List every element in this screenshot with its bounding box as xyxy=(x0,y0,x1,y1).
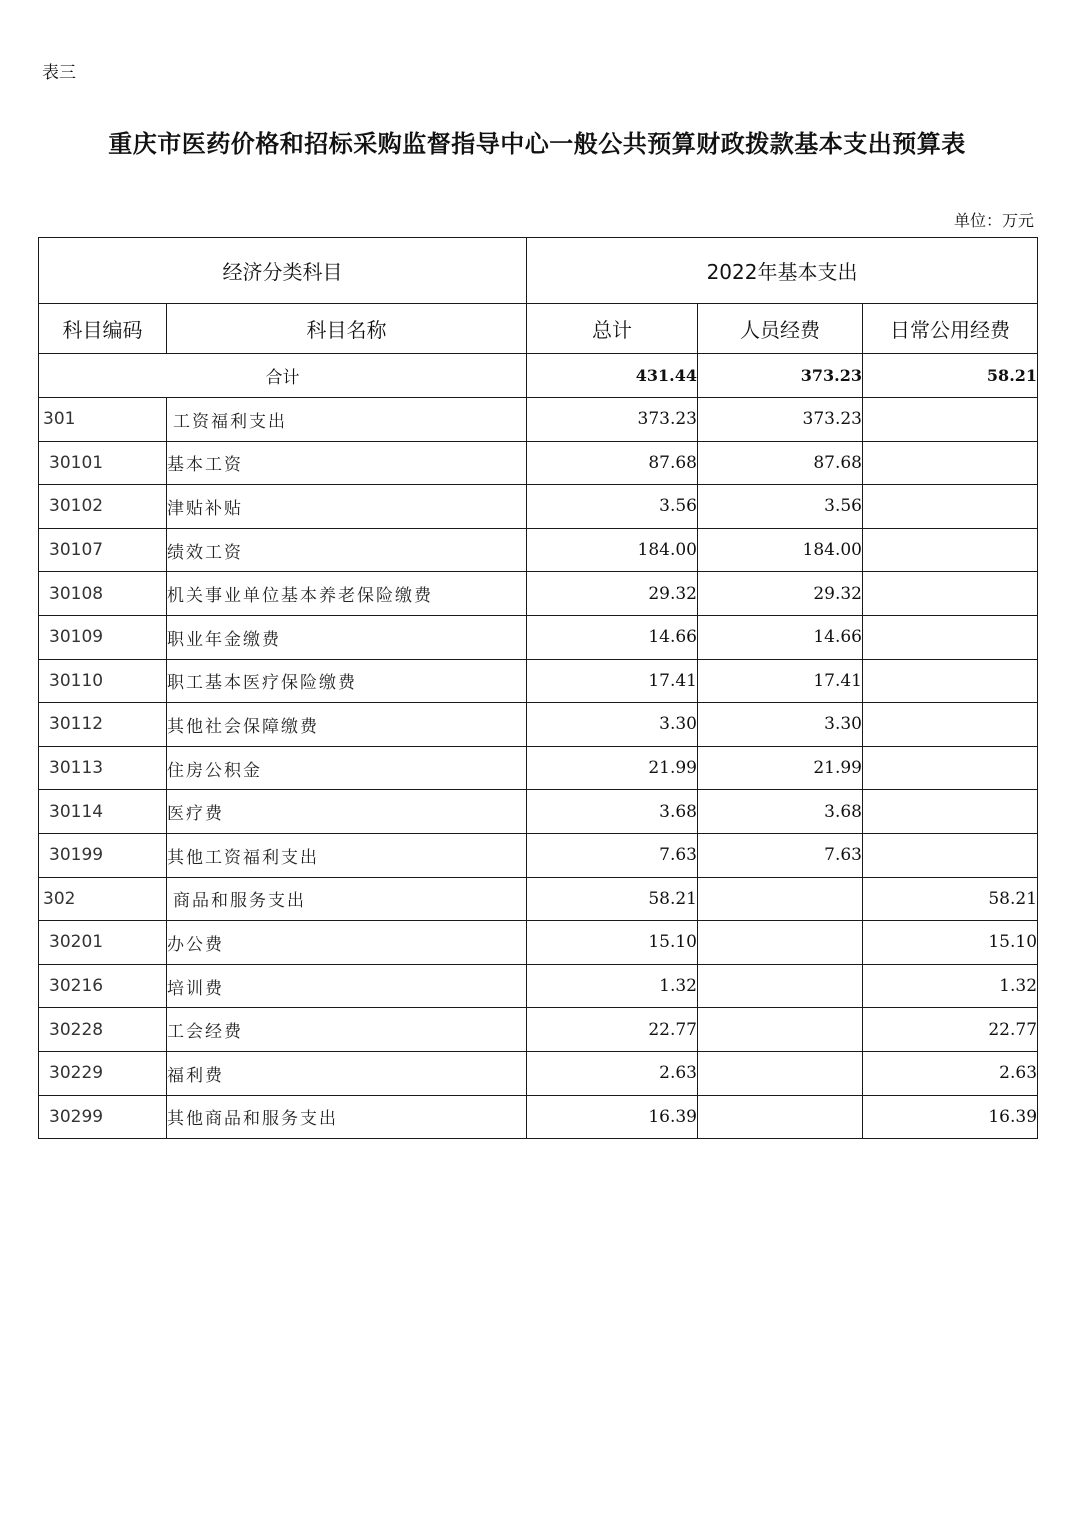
row-personnel xyxy=(698,921,863,965)
row-public xyxy=(863,572,1038,616)
row-name: 绩效工资 xyxy=(167,528,527,572)
row-code: 30110 xyxy=(39,659,167,703)
row-total: 16.39 xyxy=(527,1095,698,1139)
row-personnel: 29.32 xyxy=(698,572,863,616)
table-row xyxy=(39,398,1038,442)
row-name: 办公费 xyxy=(167,921,527,965)
row-public xyxy=(863,790,1038,834)
row-personnel xyxy=(698,1095,863,1139)
table-row xyxy=(39,877,1038,921)
row-total: 29.32 xyxy=(527,572,698,616)
row-code: 302 xyxy=(39,877,167,921)
header-code: 科目编码 xyxy=(39,304,167,354)
table-row xyxy=(39,921,1038,965)
row-name: 职工基本医疗保险缴费 xyxy=(167,659,527,703)
row-personnel: 14.66 xyxy=(698,615,863,659)
row-code: 30107 xyxy=(39,528,167,572)
row-code: 30201 xyxy=(39,921,167,965)
row-name: 商品和服务支出 xyxy=(167,877,527,921)
row-code: 30199 xyxy=(39,833,167,877)
row-public xyxy=(863,528,1038,572)
row-personnel: 3.68 xyxy=(698,790,863,834)
row-name: 其他工资福利支出 xyxy=(167,833,527,877)
row-personnel xyxy=(698,964,863,1008)
header-name: 科目名称 xyxy=(167,304,527,354)
header-public: 日常公用经费 xyxy=(863,304,1038,354)
header-row-columns xyxy=(39,304,1038,354)
table-row xyxy=(39,572,1038,616)
budget-table xyxy=(38,237,1038,1139)
row-total: 87.68 xyxy=(527,441,698,485)
document-title: 重庆市医药价格和招标采购监督指导中心一般公共预算财政拨款基本支出预算表 xyxy=(108,129,966,158)
table-label: 表三 xyxy=(42,63,76,83)
row-code: 30299 xyxy=(39,1095,167,1139)
row-name: 工会经费 xyxy=(167,1008,527,1052)
row-name: 职业年金缴费 xyxy=(167,615,527,659)
row-name: 培训费 xyxy=(167,964,527,1008)
table-row xyxy=(39,441,1038,485)
header-category: 经济分类科目 xyxy=(39,238,527,304)
table-row xyxy=(39,1095,1038,1139)
row-public: 22.77 xyxy=(863,1008,1038,1052)
row-personnel xyxy=(698,1008,863,1052)
row-public xyxy=(863,746,1038,790)
row-public: 15.10 xyxy=(863,921,1038,965)
row-total: 3.56 xyxy=(527,485,698,529)
row-total: 14.66 xyxy=(527,615,698,659)
row-personnel: 3.56 xyxy=(698,485,863,529)
table-row xyxy=(39,703,1038,747)
row-total: 184.00 xyxy=(527,528,698,572)
row-name: 福利费 xyxy=(167,1051,527,1095)
total-public: 58.21 xyxy=(863,354,1038,398)
row-code: 30112 xyxy=(39,703,167,747)
row-name: 工资福利支出 xyxy=(167,398,527,442)
table-row xyxy=(39,746,1038,790)
row-total: 17.41 xyxy=(527,659,698,703)
row-name: 基本工资 xyxy=(167,441,527,485)
row-total: 15.10 xyxy=(527,921,698,965)
header-year-group: 2022年基本支出 xyxy=(527,238,1038,304)
header-row-group xyxy=(39,238,1038,304)
row-name: 津贴补贴 xyxy=(167,485,527,529)
row-public xyxy=(863,398,1038,442)
row-public: 58.21 xyxy=(863,877,1038,921)
row-name: 住房公积金 xyxy=(167,746,527,790)
table-row xyxy=(39,833,1038,877)
row-personnel: 21.99 xyxy=(698,746,863,790)
row-personnel: 87.68 xyxy=(698,441,863,485)
header-personnel: 人员经费 xyxy=(698,304,863,354)
row-name: 其他社会保障缴费 xyxy=(167,703,527,747)
row-name: 其他商品和服务支出 xyxy=(167,1095,527,1139)
row-personnel: 3.30 xyxy=(698,703,863,747)
row-name: 医疗费 xyxy=(167,790,527,834)
row-personnel xyxy=(698,877,863,921)
table-row xyxy=(39,528,1038,572)
header-total: 总计 xyxy=(527,304,698,354)
row-public xyxy=(863,703,1038,747)
row-code: 30229 xyxy=(39,1051,167,1095)
row-public: 16.39 xyxy=(863,1095,1038,1139)
total-sum: 431.44 xyxy=(527,354,698,398)
row-name: 机关事业单位基本养老保险缴费 xyxy=(167,572,527,616)
total-personnel: 373.23 xyxy=(698,354,863,398)
row-total: 3.30 xyxy=(527,703,698,747)
table-row xyxy=(39,790,1038,834)
row-public xyxy=(863,833,1038,877)
row-public: 1.32 xyxy=(863,964,1038,1008)
row-code: 30102 xyxy=(39,485,167,529)
row-total: 21.99 xyxy=(527,746,698,790)
row-total: 373.23 xyxy=(527,398,698,442)
row-public xyxy=(863,615,1038,659)
row-personnel xyxy=(698,1051,863,1095)
row-code: 30108 xyxy=(39,572,167,616)
row-public xyxy=(863,485,1038,529)
row-code: 30228 xyxy=(39,1008,167,1052)
row-personnel: 7.63 xyxy=(698,833,863,877)
row-total: 3.68 xyxy=(527,790,698,834)
row-total: 22.77 xyxy=(527,1008,698,1052)
row-public xyxy=(863,659,1038,703)
table-row xyxy=(39,1008,1038,1052)
row-code: 30113 xyxy=(39,746,167,790)
row-code: 30109 xyxy=(39,615,167,659)
row-total: 58.21 xyxy=(527,877,698,921)
table-row xyxy=(39,659,1038,703)
row-personnel: 184.00 xyxy=(698,528,863,572)
row-total: 2.63 xyxy=(527,1051,698,1095)
row-total: 1.32 xyxy=(527,964,698,1008)
table-row xyxy=(39,615,1038,659)
row-public: 2.63 xyxy=(863,1051,1038,1095)
row-code: 30101 xyxy=(39,441,167,485)
total-row xyxy=(39,354,1038,398)
row-total: 7.63 xyxy=(527,833,698,877)
unit-label: 单位：万元 xyxy=(953,211,1034,230)
row-code: 30216 xyxy=(39,964,167,1008)
table-row xyxy=(39,1051,1038,1095)
table-row xyxy=(39,485,1038,529)
table-row xyxy=(39,964,1038,1008)
row-personnel: 17.41 xyxy=(698,659,863,703)
total-label: 合计 xyxy=(39,354,527,398)
row-personnel: 373.23 xyxy=(698,398,863,442)
row-public xyxy=(863,441,1038,485)
row-code: 30114 xyxy=(39,790,167,834)
row-code: 301 xyxy=(39,398,167,442)
